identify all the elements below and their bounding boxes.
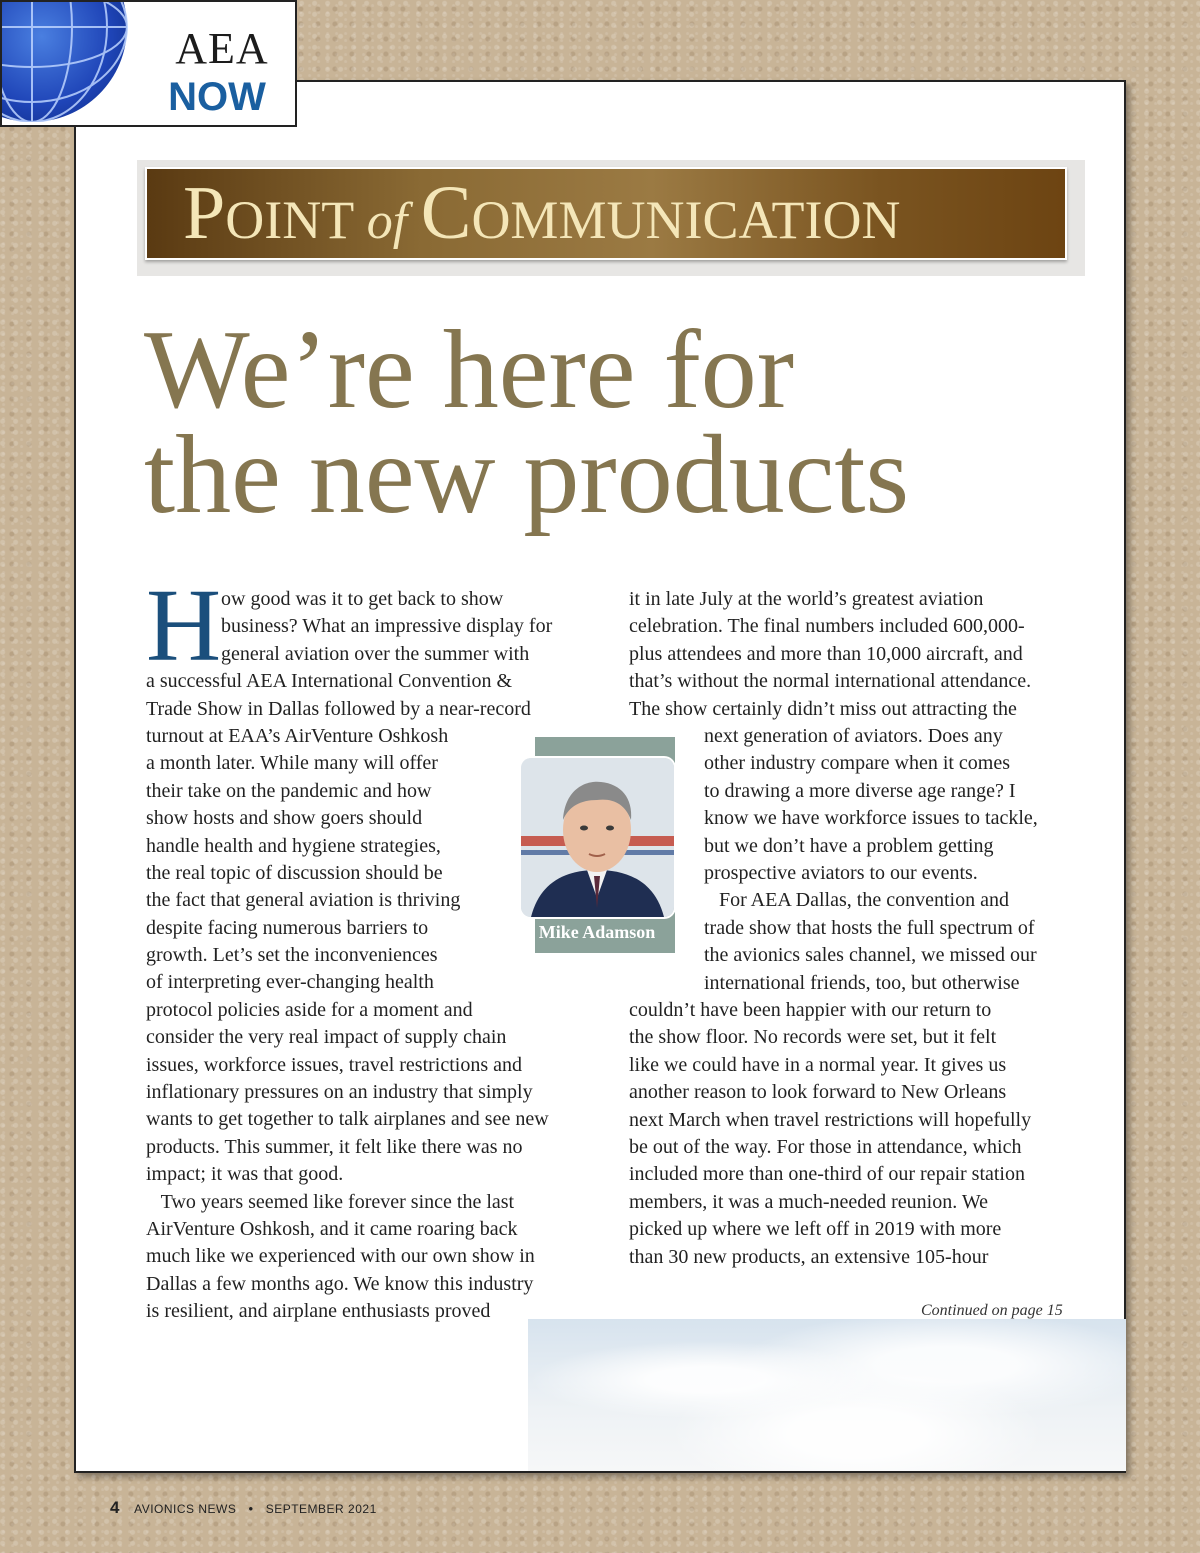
aea-now-logo [0,0,297,127]
text-line: a month later. While many will offer [146,752,438,775]
photo-caption: Mike Adamson [538,922,656,942]
text-line: the show floor. No records were set, but it felt [629,1026,997,1049]
text-line: ow good was it to get back to show [221,588,504,610]
text-line: of interpreting ever-changing health [146,971,434,994]
text-line: like we could have in a normal year. It gives us [629,1053,1007,1076]
text-line: Trade Show in Dallas followed by a near-record [146,697,531,720]
text-line: next March when travel restrictions will hopefully [629,1108,1032,1131]
section-title-p: P [183,171,226,255]
text-line: picked up where we left off in 2019 with more [629,1218,1002,1241]
text-line: wants to get together to talk airplanes and see new [146,1108,549,1131]
text-line: inflationary pressures on an industry that simply [146,1081,533,1104]
article-column-right-bottom [629,997,1031,1271]
text-line: Dallas a few months ago. We know this industry [146,1272,534,1295]
logo-now-text: NOW [168,75,266,119]
footer-separator: • [248,1501,254,1516]
article-column-right-middle [704,723,1038,997]
text-line: impact; it was that good. [146,1163,344,1186]
text-line: despite facing numerous barriers to [146,916,429,939]
text-line: the real topic of discussion should be [146,861,443,884]
text-line: AirVenture Oshkosh, and it came roaring back [146,1217,518,1240]
text-line: the avionics sales channel, we missed our [704,944,1037,967]
text-line: For AEA Dallas, the convention and [704,889,1009,912]
section-banner [145,167,1067,260]
issue-date: SEPTEMBER 2021 [265,1502,377,1516]
text-line: growth. Let’s set the inconveniences [146,944,438,967]
text-line: much like we experienced with our own show in [146,1245,535,1268]
text-line: business? What an impressive display for [221,615,553,638]
portrait-image [521,758,674,917]
text-line: it in late July at the world’s greatest aviation [629,588,984,610]
text-line: their take on the pandemic and how [146,779,432,802]
text-line: but we don’t have a problem getting [704,834,994,857]
section-title-oint: OINT [225,190,354,250]
text-line: protocol policies aside for a moment and [146,998,473,1021]
text-line: other industry compare when it comes [704,752,1011,775]
article-column-left [146,586,552,1326]
text-line: know we have workforce issues to tackle, [704,807,1038,830]
drop-cap: H [146,568,222,683]
text-line: that’s without the normal international attendance. [629,670,1032,693]
author-photo [521,758,674,917]
text-line: prospective aviators to our events. [704,861,978,884]
text-line: general aviation over the summer with [221,642,530,665]
text-line: be out of the way. For those in attendance, which [629,1135,1022,1158]
text-line: included more than one-third of our repair station [629,1163,1025,1186]
text-line: the fact that general aviation is thriving [146,889,461,912]
text-line: is resilient, and airplane enthusiasts proved [146,1300,491,1323]
text-line: couldn’t have been happier with our return to [629,999,992,1021]
text-line: issues, workforce issues, travel restrictions and [146,1053,523,1076]
text-line: a successful AEA International Convention & [146,670,513,693]
text-line: another reason to look forward to New Orleans [629,1081,1007,1104]
section-title [183,171,901,260]
text-line: members, it was a much-needed reunion. We [629,1190,989,1213]
section-title-of: of [366,193,408,250]
text-line: next generation of aviators. Does any [704,725,1003,747]
text-line: The show certainly didn’t miss out attracting the [629,697,1017,720]
text-line: turnout at EAA’s AirVenture Oshkosh [146,724,449,747]
section-title-ommunication: OMMUNICATION [471,190,901,250]
headline-line-2: the new products [144,413,910,537]
text-line: to drawing a more diverse age range? I [704,779,1016,802]
text-line: show hosts and show goers should [146,807,423,830]
article-column-right-top [629,586,1031,723]
headline-line-1: We’re here for [144,308,795,432]
text-line: handle health and hygiene strategies, [146,834,441,857]
text-line: Two years seemed like forever since the last [146,1190,515,1213]
section-title-c: C [420,171,472,255]
text-line: international friends, too, but otherwise [704,971,1020,994]
text-line: consider the very real impact of supply chain [146,1026,507,1049]
continued-note: Continued on page 15 [921,1302,1063,1319]
magazine-name: AVIONICS NEWS [134,1502,237,1516]
clouds-decoration [528,1319,1126,1471]
page-number: 4 [110,1498,120,1517]
text-line: products. This summer, it felt like there was no [146,1135,523,1158]
page-footer [110,1498,377,1518]
logo-aea-text: AEA [175,24,269,73]
text-line: trade show that hosts the full spectrum of [704,916,1035,939]
article-headline [144,308,1144,537]
globe-icon [0,0,132,122]
text-line: plus attendees and more than 10,000 aircraft, and [629,642,1023,665]
text-line: celebration. The final numbers included 600,000- [629,615,1025,638]
text-line: than 30 new products, an extensive 105-hour [629,1245,989,1268]
